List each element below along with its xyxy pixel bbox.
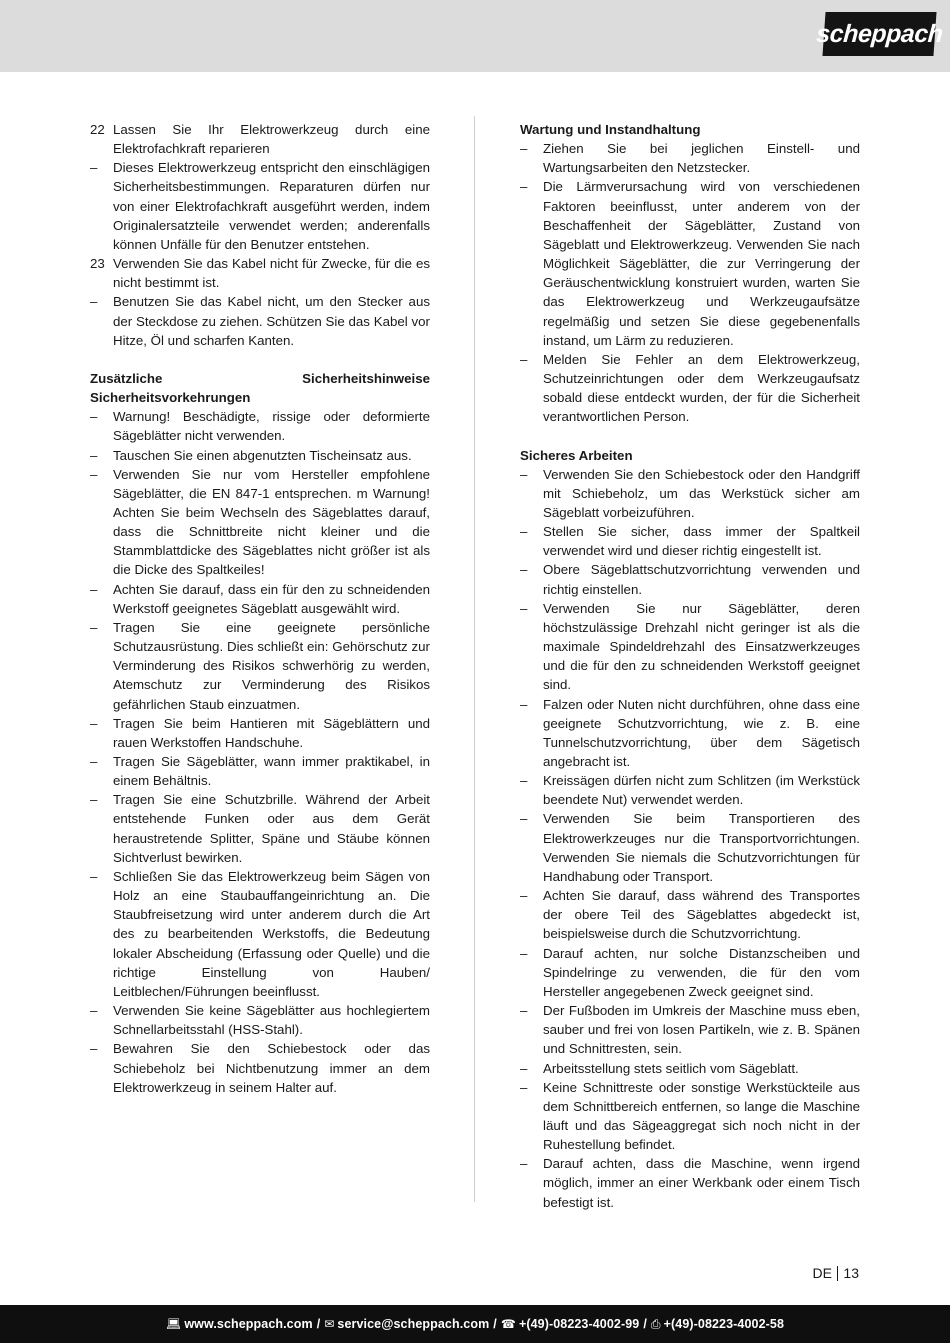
list-item [90, 867, 430, 1001]
list-item [520, 599, 860, 695]
list-item-text: Verwenden Sie beim Transportieren des Elektrowerkzeuges nur die Transportvorrichtungen. Verwenden Sie niemals die Schutzvorrichtungen für Handhabung oder Transport. [543, 811, 860, 884]
list-item [520, 139, 860, 177]
footer-separator: / [316, 1317, 321, 1331]
paragraph-gap [520, 427, 860, 446]
list-item-text: Kreissägen dürfen nicht zum Schlitzen (im Werkstück beendete Nut) verwendet werden. [543, 773, 860, 808]
list-marker: – [520, 466, 528, 482]
list-marker: – [90, 294, 98, 310]
list-item-text: Darauf achten, nur solche Distanzscheiben und Spindelringe zu verwenden, die für den vom Hersteller angegebenen Zweck geeignet sind. [543, 945, 860, 999]
list-marker: – [520, 1156, 528, 1172]
page-number-separator [837, 1266, 839, 1281]
list-item-text: Schließen Sie das Elektrowerkzeug beim Sägen von Holz an eine Staubauffangeinrichtung an. Die Staubfreisetzung wird unter anderem durch die Art des zu bearbeitenden Werkstoffs, die Bedeutung lokaler Abscheidung (Erfassung oder Quelle) und die richtige Einstellung von Hauben/ Leitblechen/Führungen beeinflusst. [113, 868, 430, 999]
list-item-text: Keine Schnittreste oder sonstige Werkstückteile aus dem Schnittbereich entfernen, so lange die Maschine läuft und das Sägeaggregat sich noch nicht in der Ruhestellung befindet. [543, 1079, 860, 1153]
list-item [90, 714, 430, 752]
list-item [520, 1154, 860, 1211]
section-heading: Sicheres Arbeiten [520, 447, 633, 463]
list-marker: – [90, 715, 98, 731]
list-marker: 22 [90, 122, 105, 137]
list-item-text: Obere Sägeblattschutzvorrichtung verwenden und richtig einstellen. [543, 562, 860, 597]
list-item-text: Verwenden Sie keine Sägeblätter aus hochlegiertem Schnellarbeitsstahl (HSS-Stahl). [113, 1003, 430, 1038]
list-marker: – [520, 600, 528, 616]
header-band [0, 0, 950, 72]
list-marker: – [90, 160, 98, 176]
list-item-text: Melden Sie Fehler an dem Elektrowerkzeug, Schutzeinrichtungen oder dem Werkzeugaufsatz sobald diese entdeckt wurden, der für die Sicherheit verantwortlichen Person. [543, 351, 860, 425]
list-marker: – [520, 141, 528, 157]
list-item-text: Tragen Sie eine geeignete persönliche Schutzausrüstung. Dies schließt ein: Gehörschutz zur Verminderung des Risikos schwerhörig zu werden, Atemschutz zur Verminderung des Risikos gefährlichen Staub einzuatmen. [113, 619, 430, 712]
list-marker: – [90, 754, 98, 769]
list-item [90, 407, 430, 445]
list-marker: – [90, 792, 98, 808]
list-item-text: Warnung! Beschädigte, rissige oder deformierte Sägeblätter nicht verwenden. [113, 409, 430, 444]
list-item [520, 465, 860, 522]
list-item-text: Verwenden Sie nur vom Hersteller empfohlene Sägeblätter, die EN 847-1 entsprechen. m Warnung! Achten Sie beim Wechseln des Sägeblattes darauf, dass die Schnittbreite nicht kleiner und die Stammblattdicke des Sägeblattes nicht größer ist als die Dicke des Spaltkeiles! [113, 466, 430, 578]
list-item-text: Verwenden Sie nur Sägeblätter, deren höchstzulässige Drehzahl nicht geringer ist als die maximale Spindeldrehzahl des Einsatzwerkzeuges und die für den zu schneidenden Werkstoff geeignet sind. [543, 600, 860, 693]
list-marker: – [520, 351, 528, 367]
list-item [520, 522, 860, 560]
page-language: DE [812, 1265, 832, 1281]
list-marker: – [520, 524, 528, 540]
list-item [90, 465, 430, 580]
section-heading: Zusätzliche Sicherheitshinweise Sicherheitsvorkehrungen [90, 370, 430, 406]
list-item [90, 158, 430, 254]
computer-icon: 💻︎ [165, 1317, 182, 1331]
page-number [812, 1264, 859, 1282]
list-item-text: Tauschen Sie einen abgenutzten Tischeinsatz aus. [113, 447, 412, 463]
fax-icon: ⎙ [650, 1316, 661, 1331]
list-marker: – [90, 868, 98, 884]
list-marker: – [90, 619, 98, 635]
list-item-text: Falzen oder Nuten nicht durchführen, ohne dass eine geeignete Schutzvorrichtung, wie z. B. eine Tunnelschutzvorrichtung, über dem Sägetisch angebracht ist. [543, 696, 860, 769]
list-item [520, 350, 860, 427]
list-item-text: Stellen Sie sicher, dass immer der Spaltkeil verwendet wird und dieser richtig eingestellt ist. [543, 524, 860, 559]
list-item [520, 771, 860, 809]
footer-email[interactable]: service@scheppach.com [337, 1317, 490, 1331]
list-marker: – [520, 562, 528, 578]
footer-separator: / [493, 1317, 497, 1331]
list-item [90, 1039, 430, 1096]
list-item-text: Dieses Elektrowerkzeug entspricht den einschlägigen Sicherheitsbestimmungen. Reparaturen dürfen nur von einer Elektrofachkraft ausgeführt werden, indem Originalersatzteile verwendet werden; anderenfalls können Unfälle für den Benutzer entstehen. [113, 160, 430, 252]
footer-phone: +(49)-08223-4002-99 [518, 1317, 640, 1331]
list-item [90, 790, 430, 867]
list-marker: – [90, 466, 98, 482]
list-marker: – [90, 409, 98, 425]
list-item [90, 446, 430, 465]
left-column [90, 120, 430, 1097]
list-item [90, 1001, 430, 1039]
list-item [90, 752, 430, 790]
footer-separator: / [643, 1317, 647, 1331]
list-item-text: Tragen Sie eine Schutzbrille. Während der Arbeit entstehende Funken oder aus dem Gerät heraustretende Splitter, Späne und Stäube können Sichtverlust bewirken. [113, 792, 430, 865]
list-item-text: Tragen Sie beim Hantieren mit Sägeblättern und rauen Werkstoffen Handschuhe. [113, 715, 430, 750]
list-item-text: Bewahren Sie den Schiebestock oder das Schiebeholz bei Nichtbenutzung immer an dem Elektrowerkzeug in seinem Halter auf. [113, 1041, 430, 1095]
list-item [520, 809, 860, 886]
list-item [520, 1059, 860, 1078]
paragraph-gap [90, 350, 430, 369]
list-marker: – [90, 447, 98, 463]
list-marker: – [520, 1079, 528, 1095]
footer-website[interactable]: www.scheppach.com [184, 1317, 313, 1331]
list-marker: – [90, 1041, 98, 1057]
list-item-text: Verwenden Sie den Schiebestock oder den Handgriff mit Schiebeholz, um das Werkstück sicher am Sägeblatt vorbeizuführen. [543, 466, 860, 520]
list-item [90, 254, 430, 292]
list-item [520, 886, 860, 943]
list-item-text: Arbeitsstellung stets seitlich vom Sägeblatt. [543, 1060, 799, 1076]
list-marker: – [520, 1060, 528, 1076]
footer-fax: +(49)-08223-4002-58 [663, 1317, 784, 1331]
list-item-text: Ziehen Sie bei jeglichen Einstell- und Wartungsarbeiten den Netzstecker. [543, 141, 860, 176]
list-marker: – [520, 696, 528, 712]
list-item [90, 618, 430, 714]
scheppach-logo: scheppach [822, 12, 936, 56]
list-marker: – [90, 581, 98, 597]
list-item-text: Achten Sie darauf, dass während des Transportes der obere Teil des Sägeblattes abgedeckt ist, beispielsweise durch die Schutzvorrichtung. [543, 888, 860, 942]
list-item-text: Achten Sie darauf, dass ein für den zu schneidenden Werkstoff geeignetes Sägeblatt ausgewählt wird. [113, 581, 430, 616]
list-marker: – [520, 945, 528, 961]
list-item-text: Lassen Sie Ihr Elektrowerkzeug durch eine Elektrofachkraft reparieren [113, 122, 430, 157]
phone-icon: ☎︎ [500, 1317, 516, 1331]
list-marker: – [90, 1003, 98, 1019]
email-icon: ✉︎ [324, 1317, 335, 1331]
list-item [520, 1078, 860, 1155]
list-marker: 23 [90, 256, 105, 272]
list-item [520, 177, 860, 349]
list-marker: – [520, 811, 528, 827]
list-marker: – [520, 179, 528, 195]
list-marker: – [520, 773, 528, 789]
list-item [90, 292, 430, 349]
list-item [520, 1001, 860, 1058]
list-item-text: Der Fußboden im Umkreis der Maschine muss eben, sauber und frei von losen Partikeln, wie z. B. Spänen und Schnittresten, sein. [543, 1003, 860, 1057]
footer-bar [0, 1305, 950, 1343]
list-item-text: Die Lärmverursachung wird von verschiedenen Faktoren beeinflusst, unter anderem von der Beschaffenheit der Sägeblätter, Zustand von Sägeblatt und Elektrowerkzeug. Verwenden Sie nach Möglichkeit Sägeblätter, die zur Verringerung der Geräuschentwicklung konstruiert wurden, warten Sie das Elektrowerkzeug und Werkzeugaufsätze regelmäßig und setzen Sie diese gegebenenfalls instand, um Lärm zu reduzieren. [543, 179, 860, 348]
list-marker: – [520, 888, 528, 904]
list-item [520, 944, 860, 1001]
section-heading: Wartung und Instandhaltung [520, 122, 701, 137]
list-item [90, 580, 430, 618]
list-marker: – [520, 1003, 528, 1019]
list-item-text: Tragen Sie Sägeblätter, wann immer praktikabel, in einem Behältnis. [113, 754, 430, 789]
list-item [520, 560, 860, 598]
list-item-text: Benutzen Sie das Kabel nicht, um den Stecker aus der Steckdose zu ziehen. Schützen Sie das Kabel vor Hitze, Öl und scharfen Kanten. [113, 294, 430, 348]
list-item-text: Darauf achten, dass die Maschine, wenn irgend möglich, immer an einer Werkbank oder einem Tisch befestigt ist. [543, 1156, 860, 1210]
column-divider [474, 116, 475, 1202]
page-number-value: 13 [843, 1265, 859, 1281]
list-item [520, 695, 860, 772]
list-item-text: Verwenden Sie das Kabel nicht für Zwecke, für die es nicht bestimmt ist. [113, 256, 430, 291]
list-item [90, 120, 430, 158]
right-column [520, 120, 860, 1212]
